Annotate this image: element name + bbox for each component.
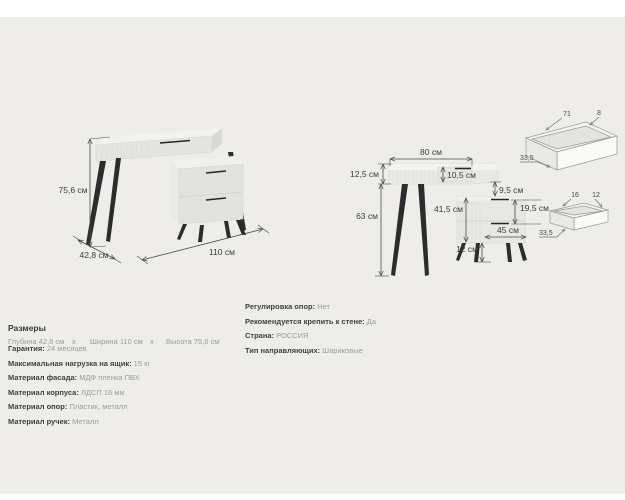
- specs-right-column: [245, 303, 376, 361]
- front-left-leg: [391, 184, 408, 276]
- separator: х: [150, 337, 154, 346]
- large-drawer-height-label: 8: [597, 110, 601, 117]
- spec-row: [8, 418, 150, 426]
- cabinet-width-label: 45 см: [497, 225, 519, 235]
- spec-value: ЛДСП 16 мм: [80, 387, 125, 397]
- small-drawer-depth-label: 33,5: [539, 230, 553, 237]
- height-dim-label: 75,6 см: [58, 185, 88, 195]
- spec-row: [8, 389, 150, 397]
- cabinet-leg: [224, 221, 231, 238]
- spec-value: Да: [366, 316, 377, 326]
- small-drawer-length-label: 16: [571, 192, 579, 199]
- spec-value: РОССИЯ: [276, 331, 309, 341]
- spec-label: Регулировка опор:: [245, 302, 316, 311]
- leg-height-label: 63 см: [356, 211, 378, 221]
- spec-label: Материал корпуса:: [8, 387, 79, 397]
- depth-dim-label: 42,8 см: [79, 250, 109, 260]
- tabletop-height-label: 12,5 см: [350, 169, 379, 179]
- spec-row: [8, 374, 150, 382]
- spec-label: Материал фасада:: [8, 373, 78, 383]
- top-width-label: 80 см: [420, 147, 442, 157]
- spec-label: Материал опор:: [8, 402, 68, 412]
- spec-value: МДФ пленка ПВХ: [79, 373, 140, 383]
- spec-row: [8, 403, 150, 411]
- spec-row: [245, 303, 376, 311]
- cabinet-height-label: 41,5 см: [434, 204, 463, 214]
- large-drawer-length-label: 71: [563, 111, 571, 118]
- spec-row: [8, 345, 150, 353]
- spec-label: Максимальная нагрузка на ящик:: [8, 358, 132, 368]
- spec-value: Металл: [72, 416, 99, 426]
- dimension-height: Высота 75,6 см: [166, 337, 220, 346]
- spec-label: Рекомендуется крепить к стене:: [245, 316, 365, 326]
- spec-label: Материал ручек:: [8, 416, 70, 426]
- isometric-desk-diagram: [40, 112, 310, 282]
- diagram-canvas: [0, 17, 625, 494]
- spec-row: [245, 332, 376, 340]
- cabinet-drawer-height-label: 19,5 см: [520, 203, 549, 213]
- drawer-height-label: 10,5 см: [447, 170, 476, 180]
- spec-value: 15 кг: [133, 358, 151, 368]
- cabinet-leg: [198, 225, 204, 242]
- drawer-boxes-diagram: [518, 105, 625, 255]
- gap-label: 9,5 см: [499, 185, 524, 195]
- spec-label: Тип направляющих:: [245, 345, 321, 355]
- desk-front-leg: [86, 161, 106, 246]
- spec-value: Нет: [317, 302, 330, 311]
- large-drawer-depth-label: 33,5: [520, 155, 534, 162]
- specs-left-column: [8, 345, 150, 433]
- spec-row: [245, 347, 376, 355]
- small-drawer-height-label: 12: [592, 192, 600, 199]
- small-drawer: [550, 203, 608, 230]
- cabinet-leg: [506, 243, 512, 262]
- dimension-width: Ширина 110 см: [90, 337, 143, 346]
- dimensions-title: Размеры: [8, 323, 46, 333]
- spec-label: Гарантия:: [8, 344, 45, 353]
- spec-value: Шариковые: [322, 345, 363, 355]
- width-dim-label: 110 см: [208, 247, 236, 257]
- cabinet-leg-label: 12 см: [456, 244, 478, 254]
- spec-value: 24 месяцев: [46, 344, 87, 353]
- dimension-depth: Глубина 42,8 см: [8, 337, 65, 346]
- desk-back-leg: [106, 158, 121, 242]
- spec-row: [8, 360, 150, 368]
- cabinet-side-face: [170, 161, 179, 224]
- spec-value: Пластик, металл: [69, 402, 128, 412]
- separator: х: [72, 337, 76, 346]
- spec-row: [245, 318, 376, 326]
- cabinet-leg: [177, 224, 187, 240]
- spec-label: Страна:: [245, 331, 275, 341]
- front-right-leg: [418, 184, 429, 276]
